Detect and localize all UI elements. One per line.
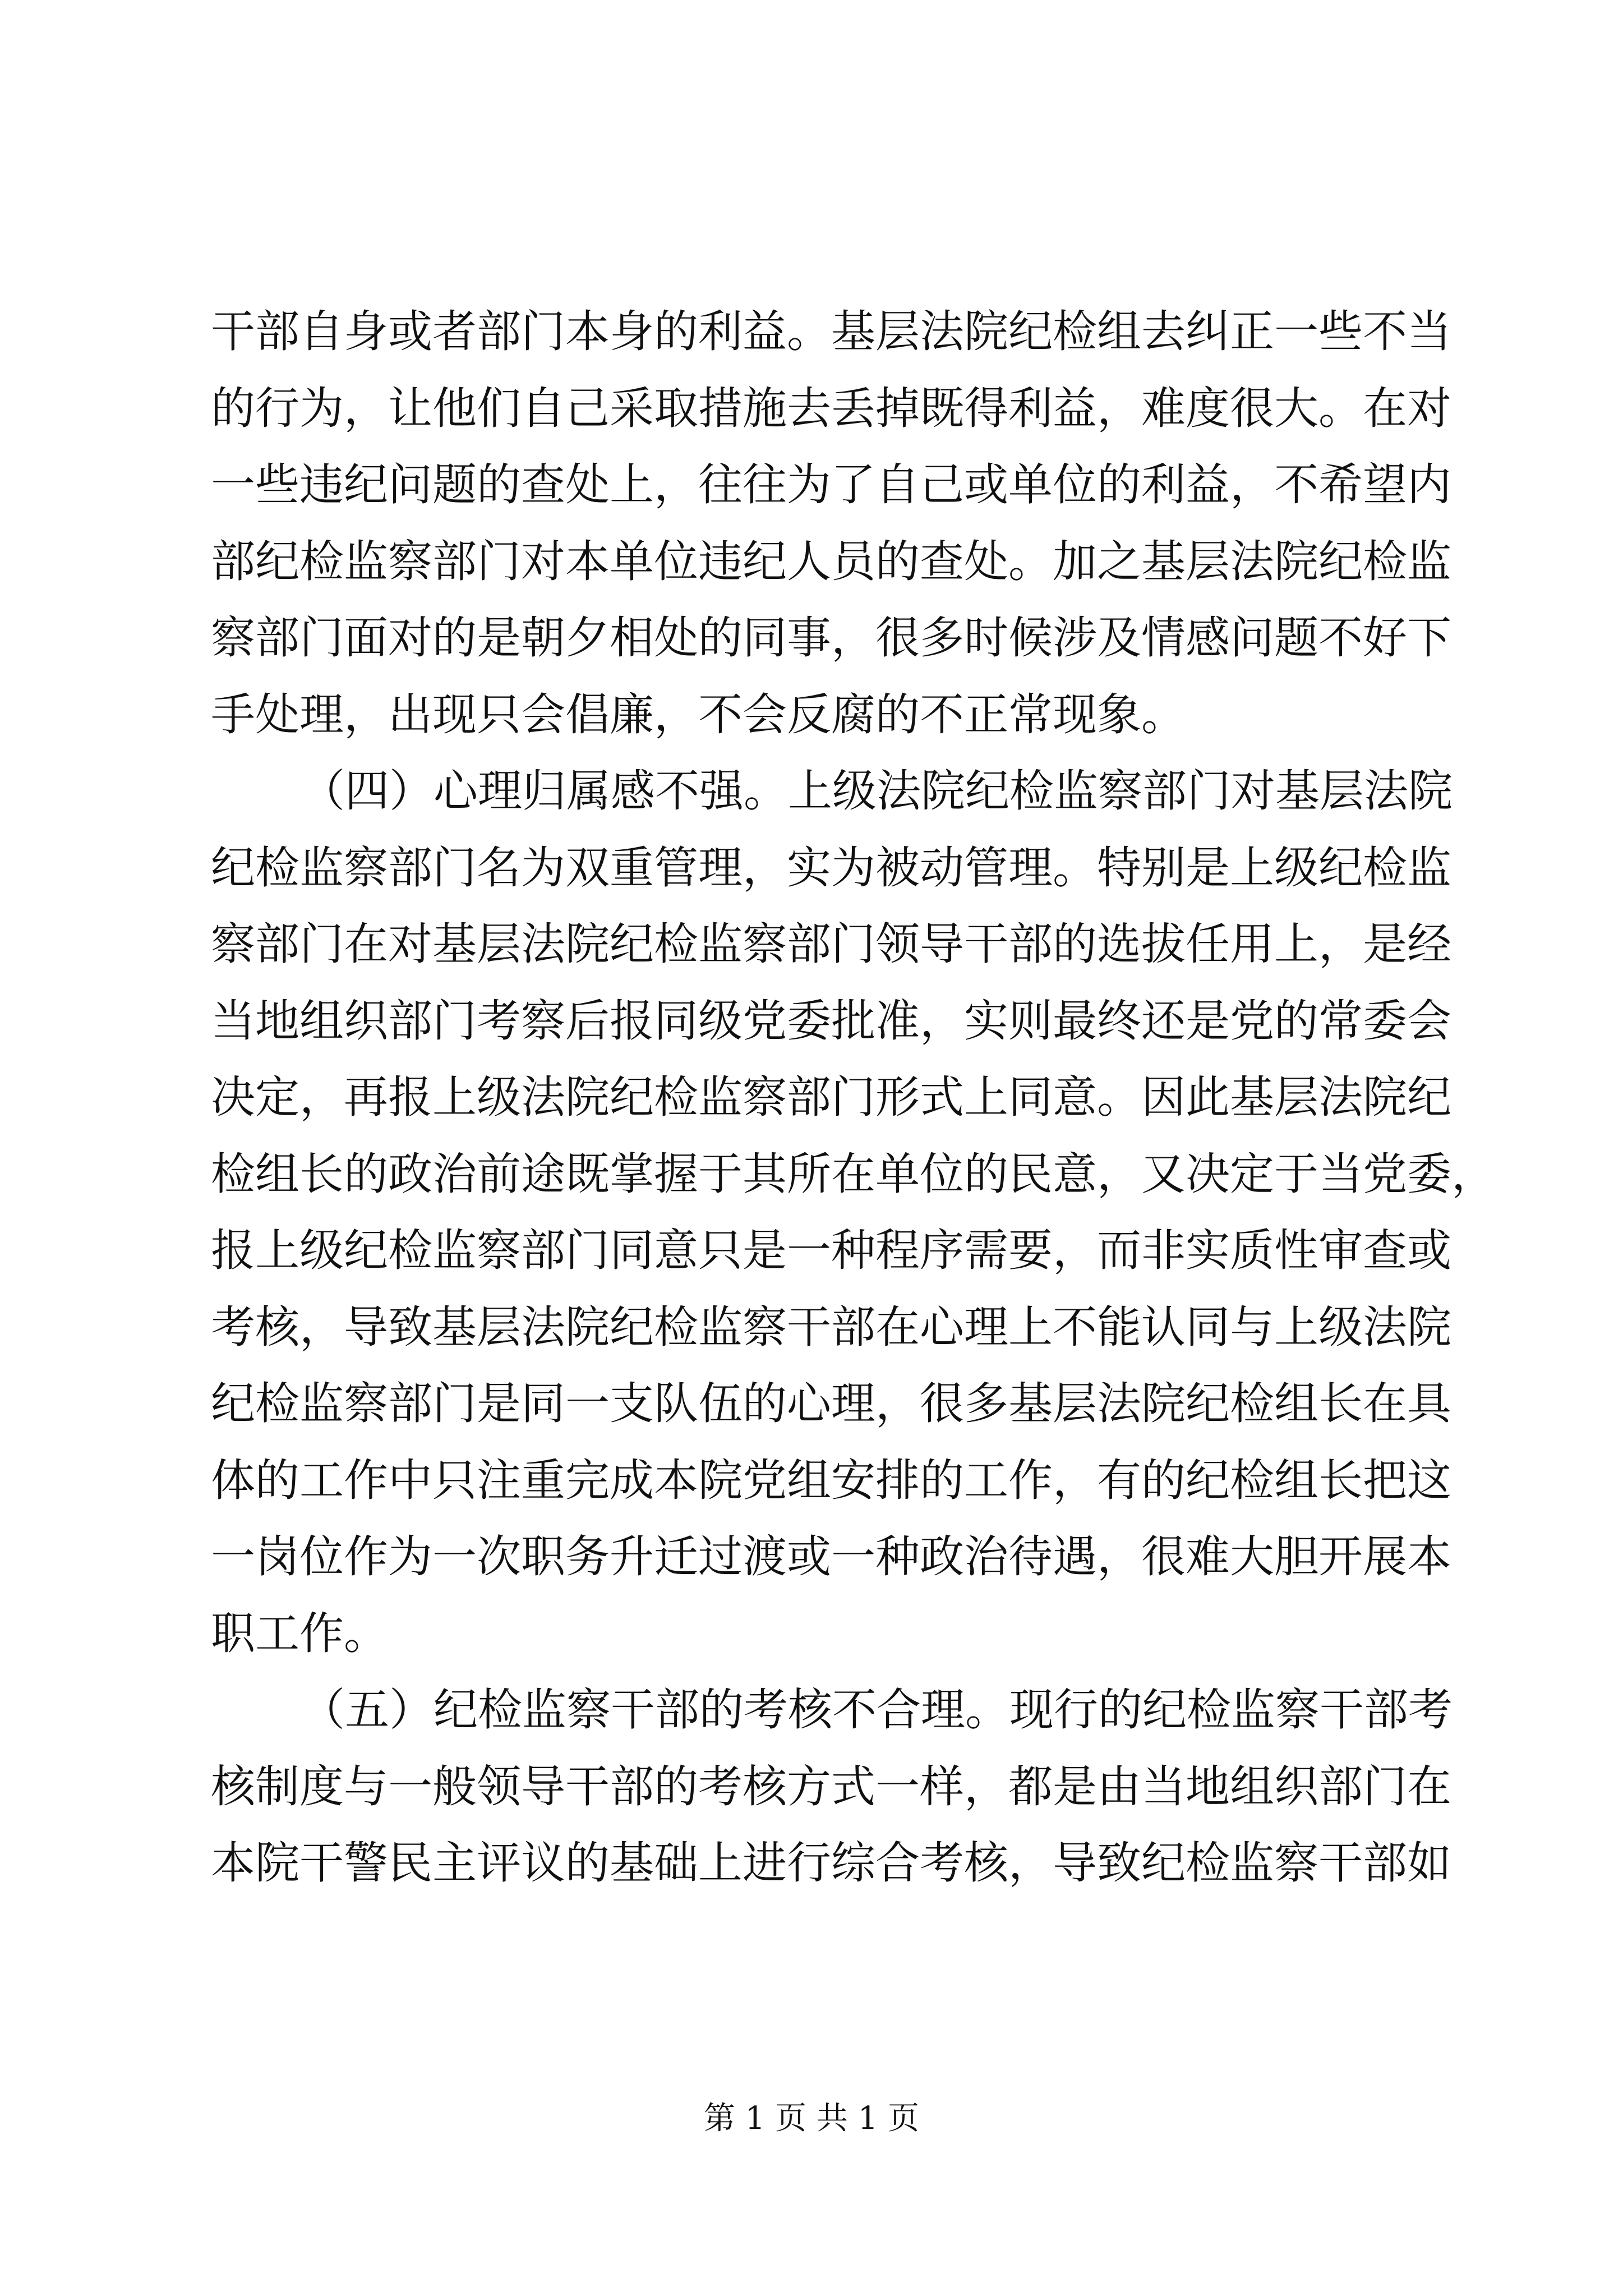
text-line: 纪检监察部门名为双重管理，实为被动管理。特别是上级纪检监: [211, 841, 1451, 894]
text-line: 一岗位作为一次职务升迁过渡或一种政治待遇，很难大胆开展本: [211, 1531, 1451, 1582]
page-footer: 第 1 页 共 1 页: [703, 2100, 920, 2137]
text-line: （五）纪检监察干部的考核不合理。现行的纪检监察干部考: [301, 1684, 1453, 1736]
text-line: 检组长的政治前途既掌握于其所在单位的民意，又决定于当党委，: [211, 1148, 1496, 1200]
text-line: 决定，再报上级法院纪检监察部门形式上同意。因此基层法院纪: [211, 1071, 1451, 1123]
text-line: 本院干警民主评议的基础上进行综合考核，导致纪检监察干部如: [211, 1837, 1451, 1889]
text-line: 体的工作中只注重完成本院党组安排的工作，有的纪检组长把这: [211, 1454, 1451, 1506]
text-line: 的行为，让他们自己采取措施去丢掉既得利益，难度很大。在对: [211, 382, 1451, 434]
paragraph: [211, 293, 1451, 753]
paragraph: [211, 1672, 1453, 1902]
text-line: 纪检监察部门是同一支队伍的心理，很多基层法院纪检组长在具: [211, 1378, 1451, 1429]
text-line: 手处理，出现只会倡廉，不会反腐的不正常现象。: [211, 688, 1186, 740]
text-line: 察部门在对基层法院纪检监察部门领导干部的选拔任用上，是经: [211, 918, 1451, 970]
text-line: 干部自身或者部门本身的利益。基层法院纪检组去纠正一些不当: [211, 306, 1451, 357]
text-line: 一些违纪问题的查处上，往往为了自己或单位的利益，不希望内: [211, 459, 1451, 510]
text-line: 核制度与一般领导干部的考核方式一样，都是由当地组织部门在: [211, 1760, 1451, 1812]
text-line: （四）心理归属感不强。上级法院纪检监察部门对基层法院: [301, 765, 1453, 817]
text-line: 部纪检监察部门对本单位违纪人员的查处。加之基层法院纪检监: [211, 535, 1451, 587]
text-line: 职工作。: [211, 1607, 388, 1659]
text-line: 当地组织部门考察后报同级党委批准，实则最终还是党的常委会: [211, 995, 1451, 1047]
paragraph: [211, 753, 1496, 1672]
text-line: 察部门面对的是朝夕相处的同事，很多时候涉及情感问题不好下: [211, 612, 1451, 664]
text-line: 考核，导致基层法院纪检监察干部在心理上不能认同与上级法院: [211, 1301, 1451, 1353]
document-body: [211, 293, 1496, 1902]
text-line: 报上级纪检监察部门同意只是一种程序需要，而非实质性审查或: [211, 1225, 1451, 1276]
